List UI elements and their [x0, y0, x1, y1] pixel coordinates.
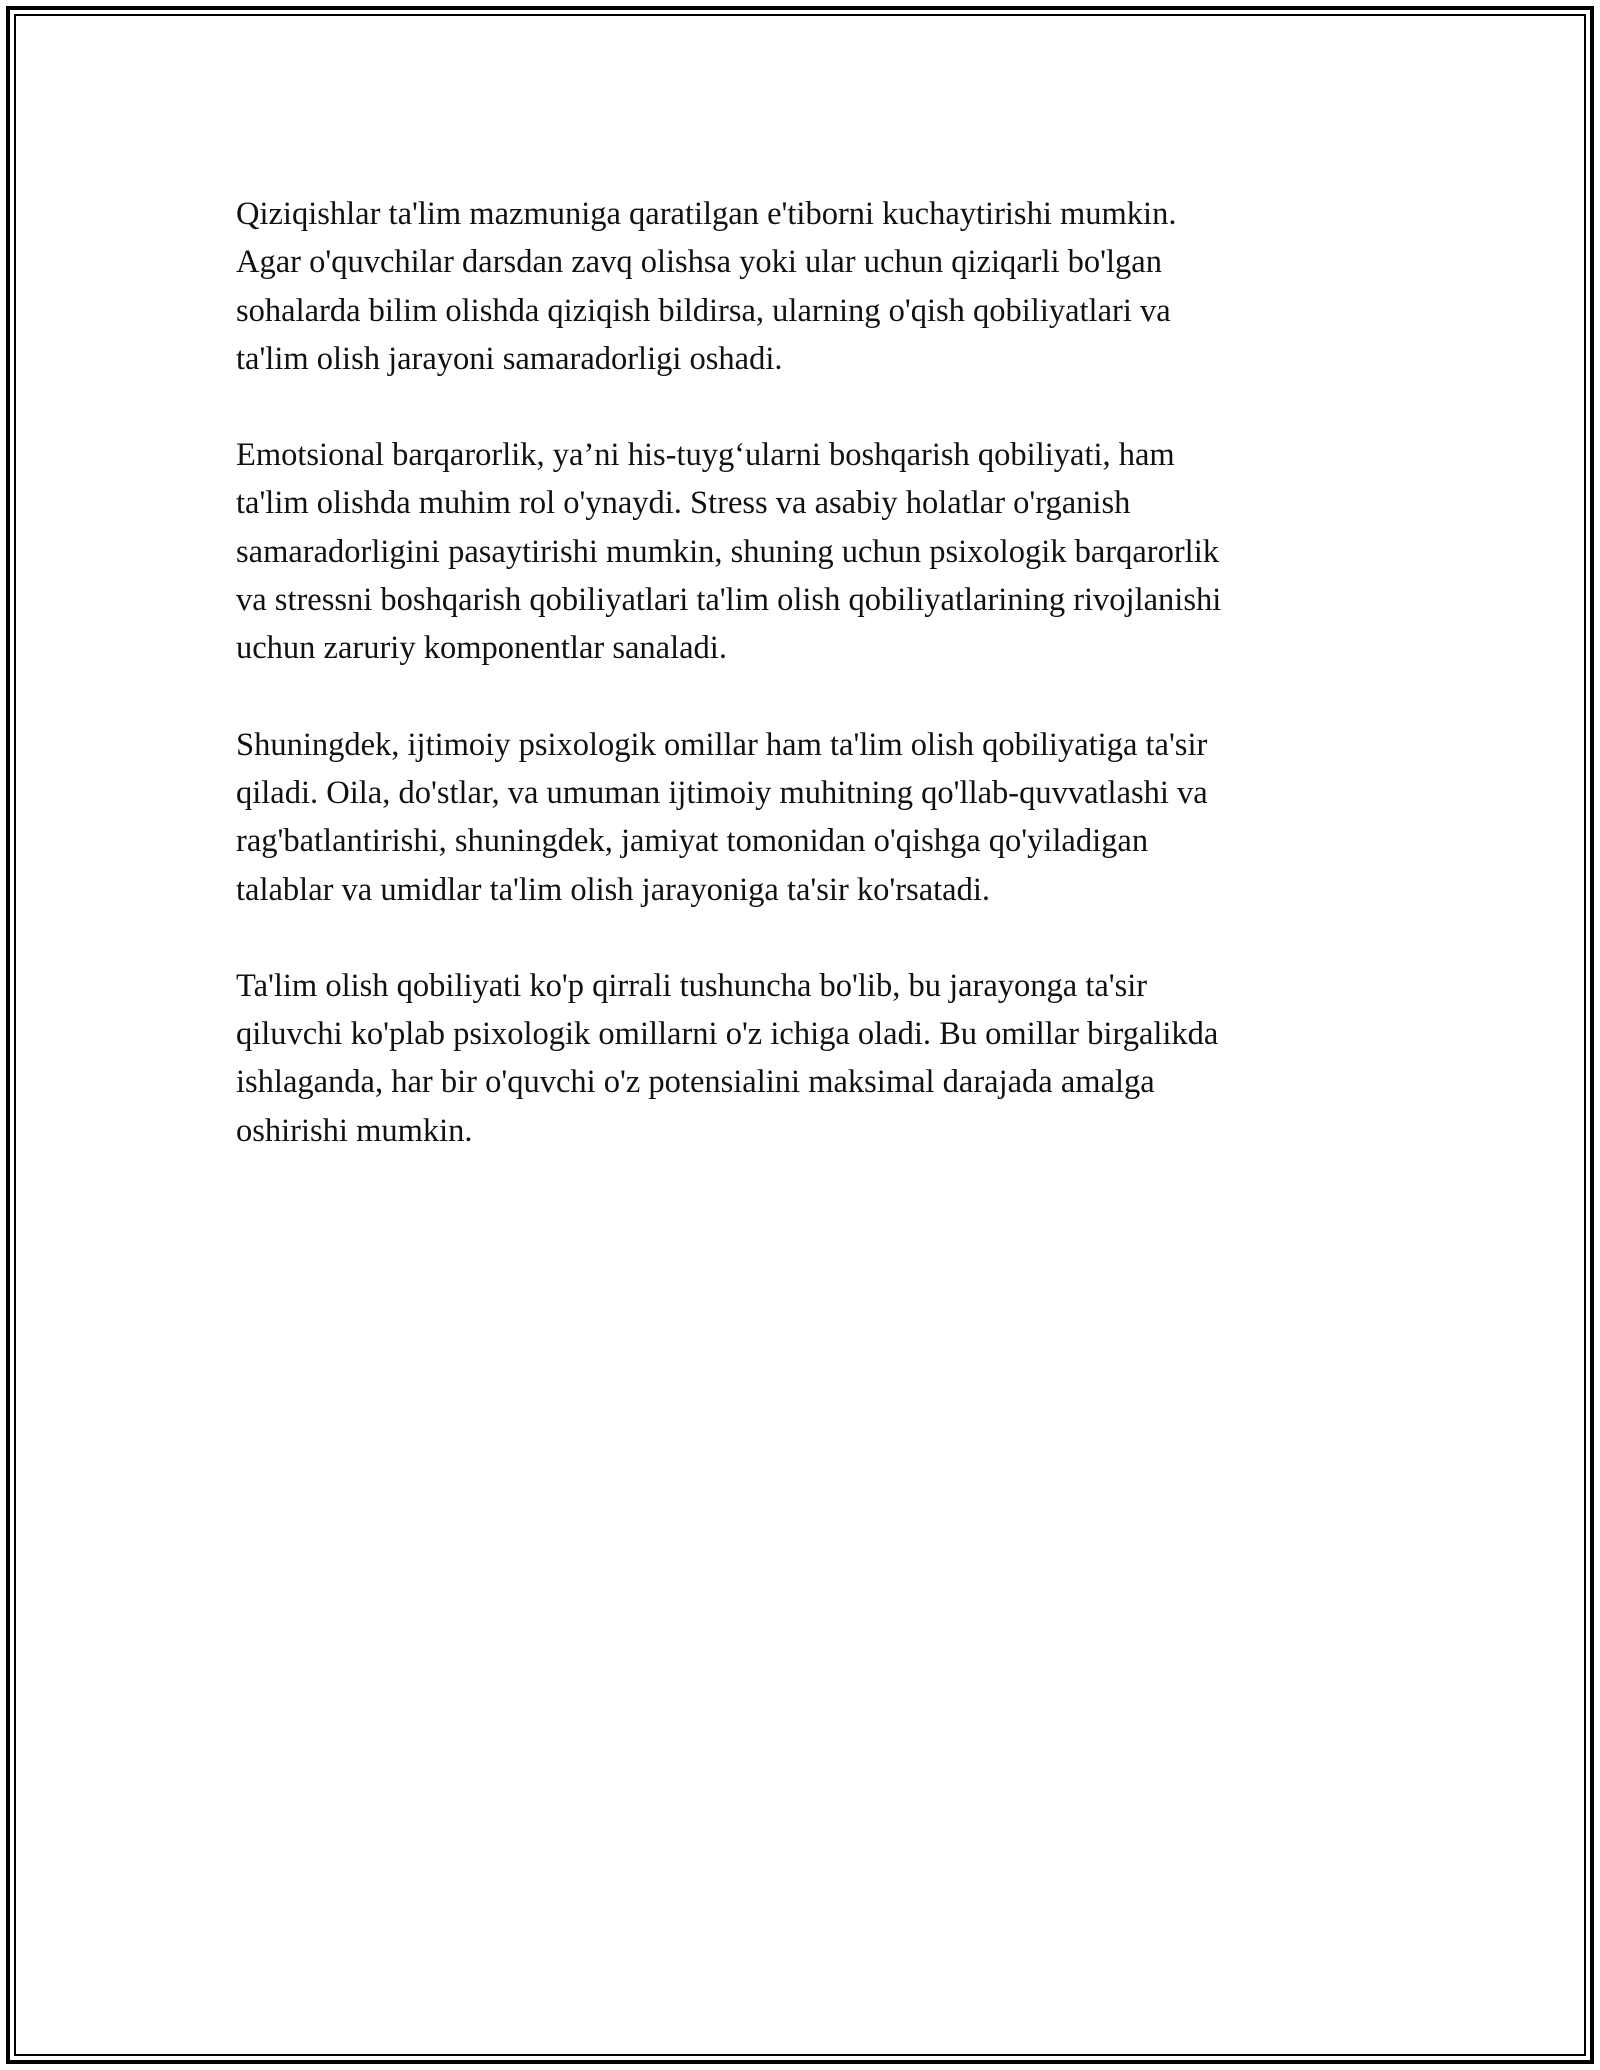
text-line: ta'lim olishda muhim rol o'ynaydi. Stress va asabiy holatlar o'rganish: [236, 485, 1131, 522]
paragraph-conclusion: [236, 962, 1386, 1155]
document-body: [236, 190, 1386, 1203]
paragraph-interests: [236, 190, 1386, 383]
text-line: Ta'lim olish qobiliyati ko'p qirrali tushuncha bo'lib, bu jarayonga ta'sir: [236, 967, 1148, 1004]
text-line: rag'batlantirishi, shuningdek, jamiyat tomonidan o'qishga qo'yiladigan: [236, 823, 1149, 860]
text-line: sohalarda bilim olishda qiziqish bildirsa, ularning o'qish qobiliyatlari va: [236, 292, 1171, 329]
text-line: samaradorligini pasaytirishi mumkin, shuning uchun psixologik barqarorlik: [236, 533, 1219, 570]
text-line: oshirishi mumkin.: [236, 1112, 473, 1149]
paragraph-social-factors: [236, 721, 1386, 914]
text-line: ishlaganda, har bir o'quvchi o'z potensialini maksimal darajada amalga: [236, 1064, 1155, 1101]
text-line: qiluvchi ko'plab psixologik omillarni o'z ichiga oladi. Bu omillar birgalikda: [236, 1016, 1219, 1053]
text-line: Qiziqishlar ta'lim mazmuniga qaratilgan e'tiborni kuchaytirishi mumkin.: [236, 196, 1177, 232]
text-line: talablar va umidlar ta'lim olish jarayoniga ta'sir ko'rsatadi.: [236, 871, 991, 908]
text-line: va stressni boshqarish qobiliyatlari ta'lim olish qobiliyatlarining rivojlanishi: [236, 582, 1222, 619]
text-line: Agar o'quvchilar darsdan zavq olishsa yoki ular uchun qiziqarli bo'lgan: [236, 244, 1162, 281]
text-line: ta'lim olish jarayoni samaradorligi oshadi.: [236, 340, 783, 377]
text-line: uchun zaruriy komponentlar sanaladi.: [236, 630, 727, 667]
text-line: Shuningdek, ijtimoiy psixologik omillar ham ta'lim olish qobiliyatiga ta'sir: [236, 726, 1208, 763]
text-line: qiladi. Oila, do'stlar, va umuman ijtimoiy muhitning qo'llab-quvvatlashi va: [236, 774, 1208, 811]
paragraph-emotional-stability: [236, 431, 1386, 672]
text-line: Emotsional barqarorlik, ya’ni his-tuyg‘ularni boshqarish qobiliyati, ham: [236, 437, 1175, 474]
